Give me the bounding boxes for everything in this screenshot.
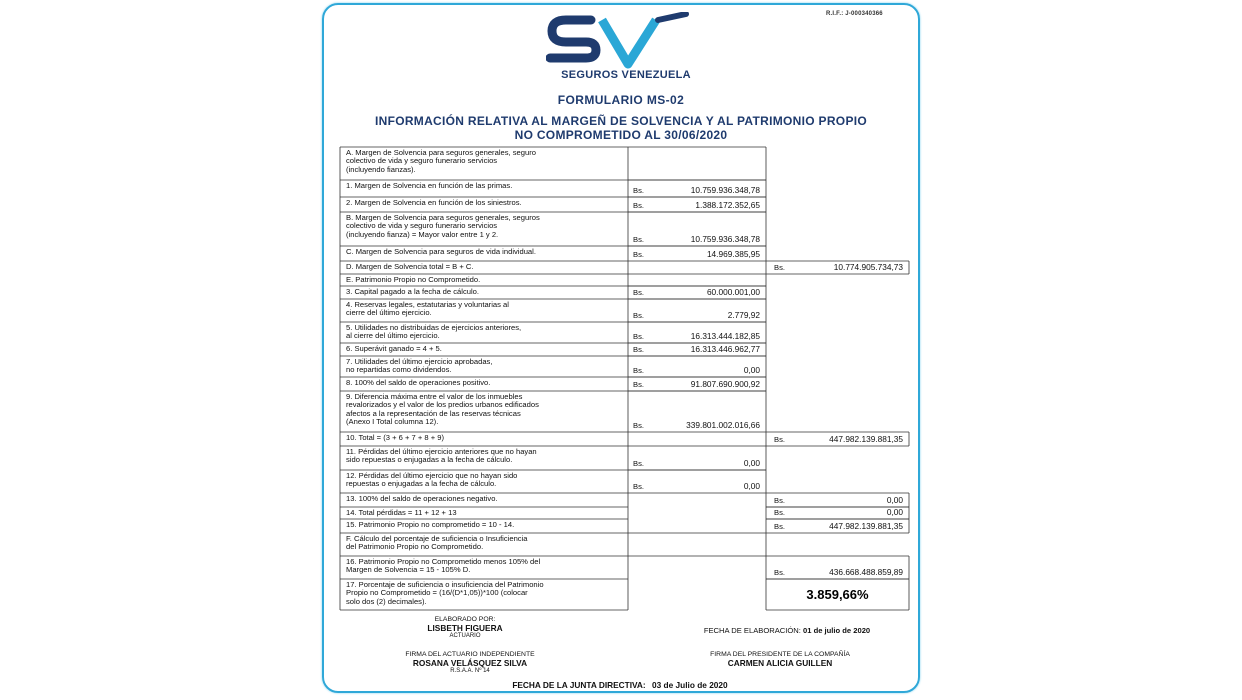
row-amount: 16.313.444.182,85 bbox=[690, 331, 760, 341]
row-amount: 2.779,92 bbox=[727, 310, 760, 320]
currency-label: Bs. bbox=[774, 496, 785, 505]
row-amount: 10.759.936.348,78 bbox=[690, 234, 760, 244]
date-value: 01 de julio de 2020 bbox=[803, 626, 871, 635]
row-amount: 16.313.446.962,77 bbox=[690, 344, 760, 354]
currency-label: Bs. bbox=[774, 263, 785, 272]
row-label: 2. Margen de Solvencia en función de los siniestros. bbox=[346, 198, 522, 207]
row-label: 15. Patrimonio Propio no comprometido = 10 - 14. bbox=[346, 520, 515, 529]
row-amount: 60.000.001,00 bbox=[706, 287, 760, 297]
row-total: 436.668.488.859,89 bbox=[829, 567, 903, 577]
actuary-name: ROSANA VELÁSQUEZ SILVA bbox=[412, 658, 528, 668]
currency-label: Bs. bbox=[633, 201, 644, 210]
row-label: 11. Pérdidas del último ejercicio anteriores que no hayan sido repuestas o enjugadas a la fecha de cálculo. bbox=[346, 447, 537, 465]
currency-label: Bs. bbox=[774, 568, 785, 577]
row-label: F. Cálculo del porcentaje de suficiencia o Insuficiencia del Patrimonio Propio no Comprometido. bbox=[346, 534, 528, 552]
form-title: FORMULARIO MS-02 bbox=[557, 93, 685, 107]
president-name: CARMEN ALICIA GUILLEN bbox=[727, 658, 833, 668]
row-label: E. Patrimonio Propio no Comprometido. bbox=[346, 275, 481, 284]
row-label: 4. Reservas legales, estatutarias y voluntarias al cierre del último ejercicio. bbox=[346, 300, 509, 318]
currency-label: Bs. bbox=[633, 332, 644, 341]
currency-label: Bs. bbox=[774, 508, 785, 517]
currency-label: Bs. bbox=[633, 366, 644, 375]
row-amount: 339.801.002.016,66 bbox=[686, 420, 760, 430]
row-label: 6. Superávit ganado = 4 + 5. bbox=[346, 344, 442, 353]
currency-label: Bs. bbox=[633, 288, 644, 297]
row-label: 7. Utilidades del último ejercicio aprobadas, no repartidas como dividendos. bbox=[346, 357, 493, 375]
currency-label: Bs. bbox=[774, 435, 785, 444]
row-label: A. Margen de Solvencia para seguros generales, seguro colectivo de vida y seguro funerario servicios (incluyendo fianzas). bbox=[346, 148, 536, 174]
sufficiency-percent: 3.859,66% bbox=[806, 587, 869, 602]
brand-name: SEGUROS VENEZUELA bbox=[561, 69, 691, 81]
board-date bbox=[450, 680, 790, 690]
president-sig-label: FIRMA DEL PRESIDENTE DE LA COMPAÑÍA bbox=[710, 651, 850, 658]
row-label: 5. Utilidades no distribuidas de ejercicios anteriores, al cierre del último ejercicio. bbox=[346, 323, 522, 341]
main-title-line2: NO COMPROMETIDO AL 30/06/2020 bbox=[514, 128, 728, 142]
currency-label: Bs. bbox=[633, 345, 644, 354]
actuary-sig-label: FIRMA DEL ACTUARIO INDEPENDIENTE bbox=[405, 651, 535, 658]
currency-label: Bs. bbox=[774, 522, 785, 531]
row-amount: 0,00 bbox=[743, 365, 760, 375]
row-label: 9. Diferencia máxima entre el valor de los inmuebles revalorizados y el valor de los predios urbanos edificados afectos a la representación de las reservas técnicas (Anexo I Total columna 12). bbox=[346, 392, 539, 427]
row-label: 14. Total pérdidas = 11 + 12 + 13 bbox=[346, 508, 457, 517]
president-block bbox=[670, 651, 890, 668]
row-label: 1. Margen de Solvencia en función de las primas. bbox=[346, 181, 513, 190]
currency-label: Bs. bbox=[633, 421, 644, 430]
row-label: 13. 100% del saldo de operaciones negativo. bbox=[346, 494, 498, 503]
prepared-role: ACTUARIO bbox=[449, 633, 481, 639]
elaboration-date bbox=[652, 626, 922, 635]
currency-label: Bs. bbox=[633, 459, 644, 468]
row-label: 17. Porcentaje de suficiencia o insuficiencia del Patrimonio Propio no Comprometido = (16/(D*1,05))*100 (colocar solo dos (2) decimales). bbox=[346, 580, 544, 606]
row-label: 8. 100% del saldo de operaciones positivo. bbox=[346, 378, 491, 387]
board-label: FECHA DE LA JUNTA DIRECTIVA: bbox=[512, 680, 646, 690]
row-total: 0,00 bbox=[886, 495, 903, 505]
row-label: B. Margen de Solvencia para seguros generales, seguros colectivo de vida y seguro funerario servicios (incluyendo fianza) = Mayor valor entre 1 y 2. bbox=[346, 213, 540, 239]
row-label: 3. Capital pagado a la fecha de cálculo. bbox=[346, 287, 479, 296]
prepared-block bbox=[385, 616, 545, 639]
row-total: 0,00 bbox=[886, 507, 903, 517]
date-label: FECHA DE ELABORACIÓN: bbox=[703, 626, 801, 635]
row-total: 447.982.139.881,35 bbox=[829, 521, 903, 531]
row-amount: 1.388.172.352,65 bbox=[695, 200, 760, 210]
row-amount: 91.807.690.900,92 bbox=[690, 379, 760, 389]
currency-label: Bs. bbox=[633, 311, 644, 320]
row-total: 10.774.905.734,73 bbox=[833, 262, 903, 272]
row-label: C. Margen de Solvencia para seguros de vida individual. bbox=[346, 247, 536, 256]
board-date-value: 03 de Julio de 2020 bbox=[652, 680, 728, 690]
rif-number: R.I.F.: J-000340366 bbox=[826, 11, 883, 17]
currency-label: Bs. bbox=[633, 235, 644, 244]
row-label: 10. Total = (3 + 6 + 7 + 8 + 9) bbox=[346, 433, 445, 442]
currency-label: Bs. bbox=[633, 186, 644, 195]
row-amount: 0,00 bbox=[743, 458, 760, 468]
currency-label: Bs. bbox=[633, 380, 644, 389]
row-label: D. Margen de Solvencia total = B + C. bbox=[346, 262, 474, 271]
currency-label: Bs. bbox=[633, 482, 644, 491]
row-total: 447.982.139.881,35 bbox=[829, 434, 903, 444]
row-label: 12. Pérdidas del último ejercicio que no hayan sido repuestas o enjugadas a la fecha de cálculo. bbox=[346, 471, 518, 489]
row-amount: 10.759.936.348,78 bbox=[690, 185, 760, 195]
actuary-block bbox=[360, 651, 580, 674]
prepared-name: LISBETH FIGUERA bbox=[427, 623, 503, 633]
row-amount: 0,00 bbox=[743, 481, 760, 491]
main-title-line1: INFORMACIÓN RELATIVA AL MARGEÑ DE SOLVENCIA Y AL PATRIMONIO PROPIO bbox=[374, 114, 868, 128]
row-amount: 14.969.385,95 bbox=[706, 249, 760, 259]
currency-label: Bs. bbox=[633, 250, 644, 259]
row-label: 16. Patrimonio Propio no Comprometido menos 105% del Margen de Solvencia = 15 - 105% D. bbox=[346, 557, 541, 575]
actuary-reg: R.S.A.A. Nº 14 bbox=[450, 668, 490, 674]
prepared-label: ELABORADO POR: bbox=[434, 616, 496, 623]
